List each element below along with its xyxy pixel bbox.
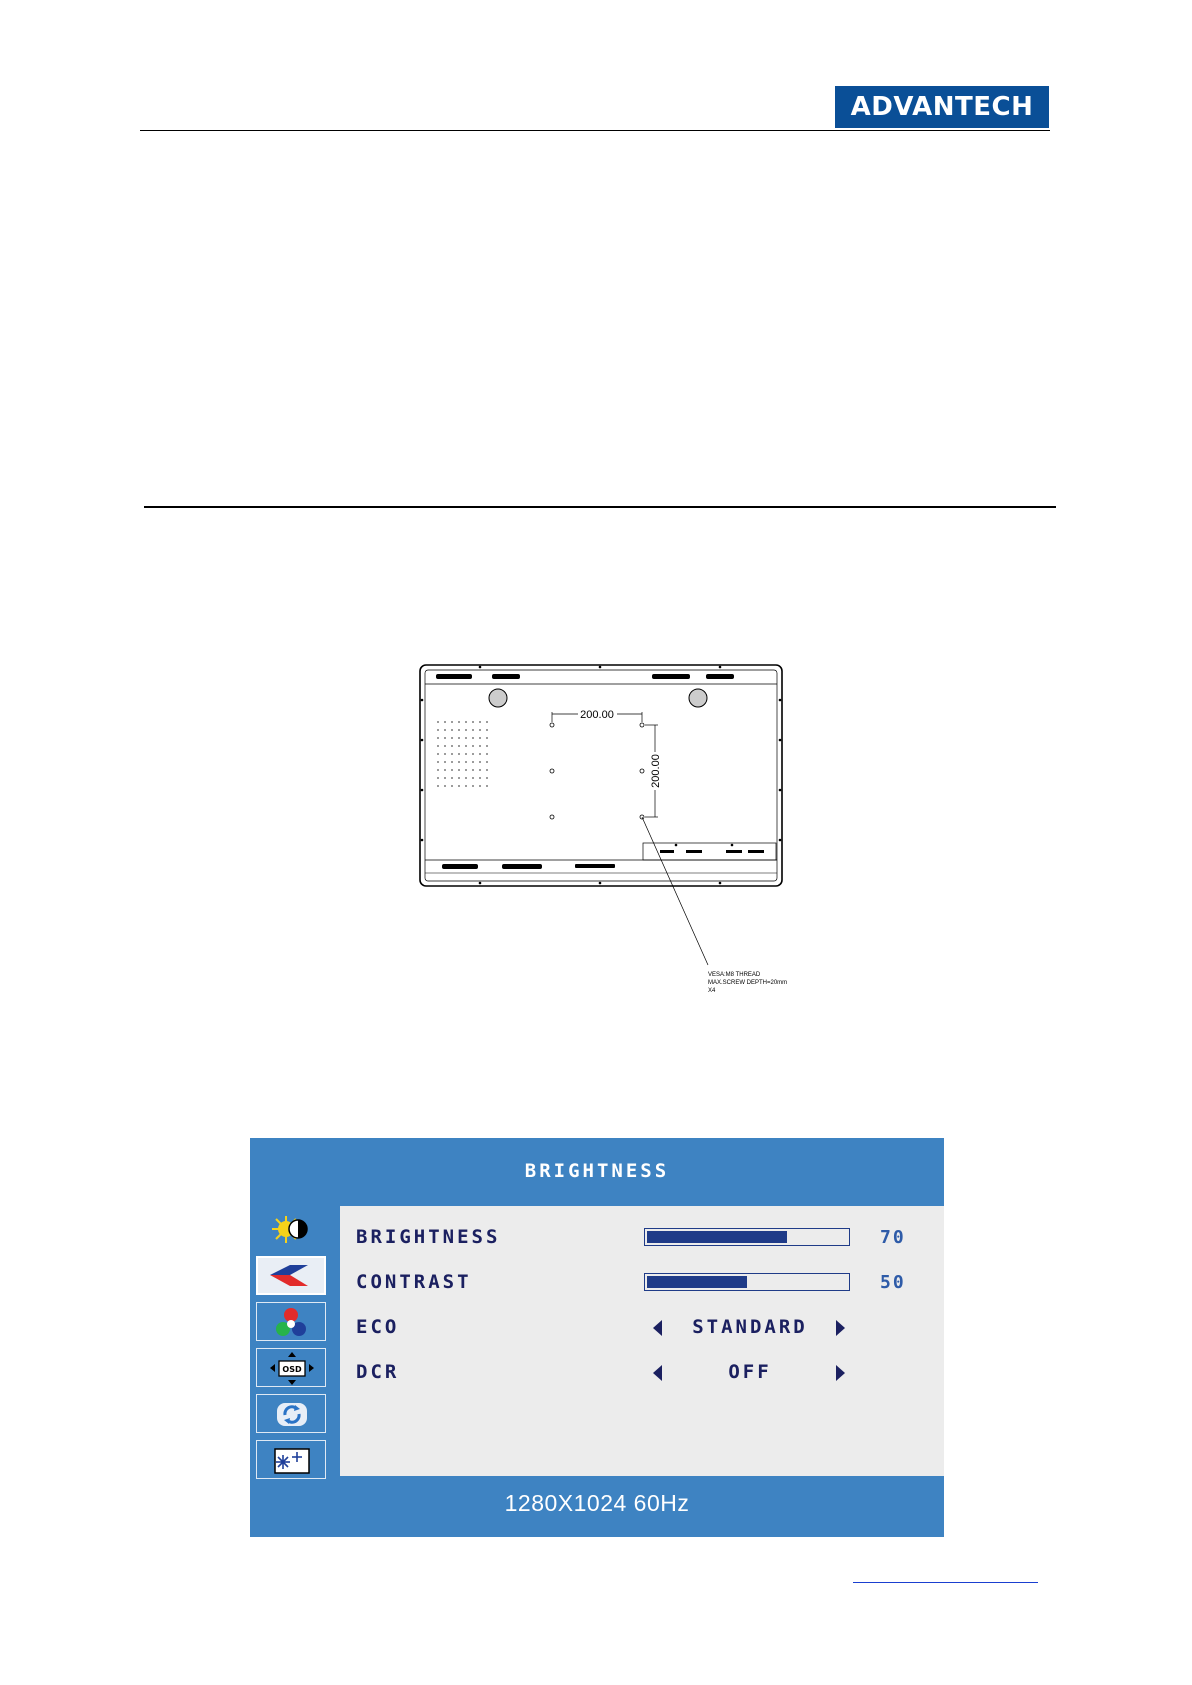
osd-menu [250, 1138, 944, 1537]
eco-left-arrow-icon[interactable] [653, 1320, 662, 1336]
dim-vertical-label: 200.00 [650, 754, 662, 788]
callout-line-3: X4 [708, 988, 716, 994]
advantech-logo [835, 86, 1049, 128]
image-icon[interactable] [256, 1256, 326, 1295]
rear-view-drawing [410, 660, 800, 1005]
osd-resolution-readout: 1280X1024 60Hz [504, 1490, 690, 1516]
contrast-slider[interactable] [644, 1273, 850, 1291]
dim-horizontal-label: 200.00 [580, 709, 614, 721]
eco-label: ECO [356, 1316, 400, 1338]
contrast-label: CONTRAST [356, 1271, 472, 1293]
callout-line-1: VESA:M8 THREAD [708, 972, 761, 978]
section-divider [144, 506, 1056, 508]
callout-line-2: MAX.SCREW DEPTH=20mm [708, 980, 788, 986]
contrast-slider-fill [647, 1276, 747, 1288]
dcr-right-arrow-icon[interactable] [836, 1365, 845, 1381]
contrast-value: 50 [880, 1272, 906, 1293]
dcr-left-arrow-icon[interactable] [653, 1365, 662, 1381]
osd-settings-icon[interactable] [256, 1348, 326, 1387]
vesa-mount-drawing [410, 660, 800, 1005]
brightness-icon[interactable] [256, 1210, 326, 1249]
footer-link-underline[interactable] [853, 1582, 1038, 1583]
dcr-value[interactable]: OFF [728, 1361, 772, 1383]
header-rule [140, 130, 1050, 131]
color-icon[interactable] [256, 1302, 326, 1341]
eco-right-arrow-icon[interactable] [836, 1320, 845, 1336]
brightness-label: BRIGHTNESS [356, 1226, 501, 1248]
logo-text: ADVANTECH [850, 92, 1034, 122]
osd-settings-panel [340, 1206, 944, 1476]
brightness-value: 70 [880, 1227, 906, 1248]
brightness-slider[interactable] [644, 1228, 850, 1246]
reset-icon[interactable] [256, 1394, 326, 1433]
osd-sidebar [250, 1206, 340, 1476]
svg-text:OSD: OSD [282, 1365, 302, 1374]
extra-settings-icon[interactable] [256, 1440, 326, 1479]
dcr-label: DCR [356, 1361, 400, 1383]
brightness-slider-fill [647, 1231, 787, 1243]
osd-title: BRIGHTNESS [524, 1160, 670, 1182]
eco-value[interactable]: STANDARD [692, 1316, 808, 1338]
